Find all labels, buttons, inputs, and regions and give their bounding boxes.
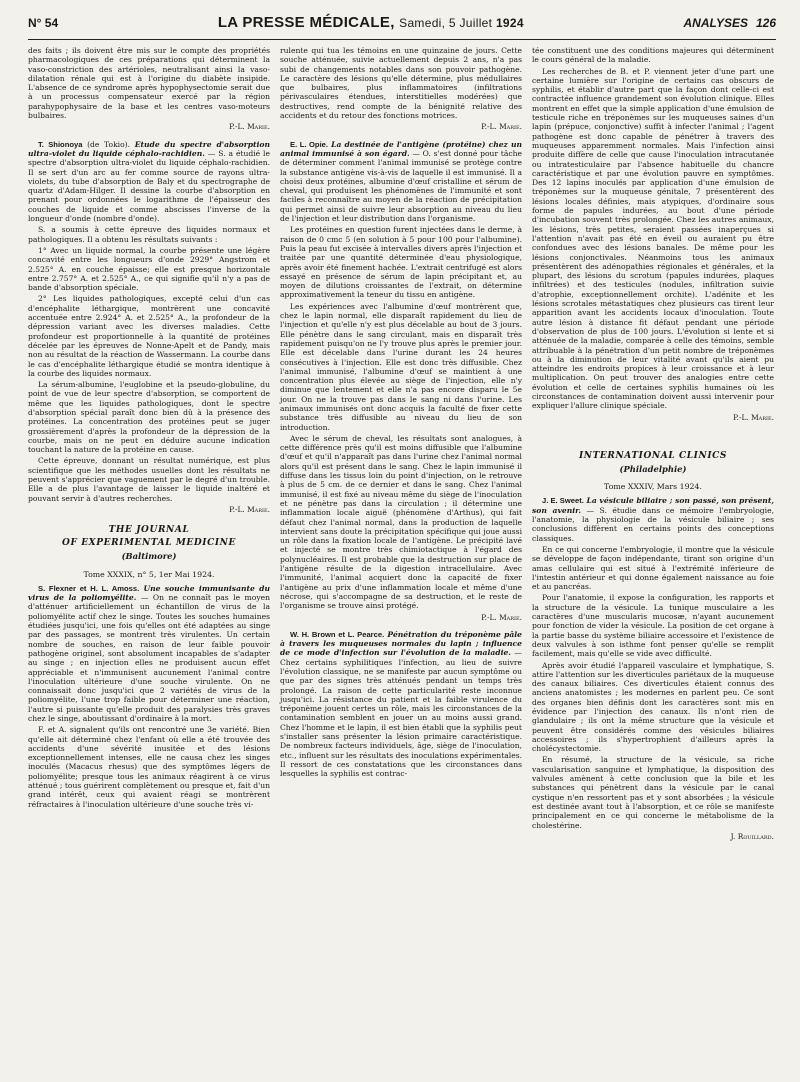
journal-heading: INTERNATIONAL CLINICS <box>578 450 727 461</box>
signature: J. Rouillard. <box>730 831 774 841</box>
journal-masthead <box>218 14 524 31</box>
journal-heading: THE JOURNAL OF EXPERIMENTAL MEDICINE <box>62 525 236 549</box>
signature: P.-L. Marie. <box>733 412 774 422</box>
paragraph: En résumé, la structure de la vésicule, sa riche vascularisation sanguine et lymphatique, la disposition des valvules amènent à cette conclusion que la bile et les substances qui pénètrent dans la vésicule par le canal cystique n'en ressortent pas et y sont absorbées ; la vésicule est destinée avant tout à l'absorption, et ce rôle se manifeste principalement en ce qui concerne le métabolisme de la cholestérine. <box>532 755 774 830</box>
paragraph: Pour l'anatomie, il expose la configuration, les rapports et la structure de la vésicule. La tunique musculaire a les caractères d'une muscularis mucosæ, n'ayant aucunement pour fonction de vider la vésicule. La position de cet organe à la partie basse du système biliaire accessoire et l'existence de deux valvules à son isthme font penser qu'elle se remplit facilement, mais qu'elle se vide avec difficulté. <box>532 593 774 659</box>
signature: P.-L. Marie. <box>481 612 522 622</box>
issue-date: Samedi, 5 Juillet 1924 <box>399 16 524 30</box>
paragraph: des faits ; ils doivent être mis sur le compte des propriétés pharmacologiques de ces préparations qui déterminent la vaso-constriction des artérioles, neutralisant ainsi la vaso-dilatation rénale qui est à l'origine du diabète insipide. L'absence de ce syndrome après hypophysectomie serait due à un processus compensateur exercé par la région parahypophysaire de la base et les centres vaso-moteurs bulbaires. <box>28 46 270 121</box>
paragraph: Après avoir étudié l'appareil vasculaire et lymphatique, S. attire l'attention sur les diverticules pariétaux de la muqueuse des canaux biliaires. Ces diverticules étaient connus des anciens anatomistes ; les modernes en parlent peu. Ce sont des organes bien définis dont les caractères sont mis en évidence par l'injection des canaux. Ils n'ont rien de glandulaire ; ils ont la même structure que la vésicule et peuvent être considérés comme des vésicules biliaires accessoires ; ils s'hypertrophient d'ailleurs après la cholécystectomie. <box>532 660 774 754</box>
abstract-flexner-amoss: S. Flexner et H. L. Amoss. Une souche immunisante du virus de la poliomyélite. — On ne connaît pas le moyen d'atténuer artificiellement un échantillon de virus de la poliomyélite actif chez le singe. Toutes les souches humaines étudiées jusqu'ici, une fois qu'elles ont été adaptées au singe par des passages, se montrent très virulentes. Un certain nombre de souches, en raison de leur faible pouvoir pathogène originel, sont absolument incapables de s'adapter au singe ; en injection elles ne produisent aucun effet appréciable et n'immunisent aucunement l'animal contre l'inoculation ultérieure d'une souche virulente. On ne connaissait donc jusqu'ici que 2 variétés de virus de la poliomyélite, l'une trop faible pour déterminer une réaction, l'autre si puissante qu'elle produit des paralysies très graves chez le singe, aboutissant d'ordinaire à la mort. <box>28 583 270 723</box>
signature: P.-L. Marie. <box>229 122 270 132</box>
text-columns <box>28 46 776 849</box>
column-1 <box>28 46 270 849</box>
abstract-shionoya: T. Shionoya (de Tokio). Etude du spectre d'absorption ultra-violet du liquide céphalo-rachidien. — S. a étudié le spectre d'absorption ultra-violet du liquide céphalo-rachidien. Il se sert d'un arc au fer comme source de rayons ultra-violets, du tube d'absorption de Baly et du spectrographe de quartz d'Adam-Hilger. Il dessine la courbe d'absorption en prenant pour ordonnées le logarithme de l'épaisseur des couches de liquide et comme abscisses l'inverse de la longueur d'onde (nombre d'onde). <box>28 139 270 224</box>
paragraph: En ce qui concerne l'embryologie, il montre que la vésicule se développe de façon indépendante, tirant son origine d'un amas cellulaire qui est situé à l'extrémité inférieure de l'intestin antérieur et qui donne également naissance au foie et au pancréas. <box>532 544 774 592</box>
paragraph: 1° Avec un liquide normal, la courbe présente une légère concavité entre les longueurs d'onde 2929° Angstrom et 2.525° A. en couche épaisse; elle est presque horizontale entre 2.757° A. et 2.525° A., ce qui signifie qu'il n'y a pas de bande d'absorption spéciale. <box>28 245 270 293</box>
abstract-opie: E. L. Opie. La destinée de l'antigène (protéine) chez un animal immunisé à son égard. — O. s'est donné pour tâche de déterminer comment l'animal immunisé se protège contre la substance antigène vis-à-vis de laquelle il est immunisé. Il a choisi deux protéines, albumine d'œuf cristalline et sérum de cheval, qui produisent les phénomènes de l'immunité et sont faciles à reconnaître au moyen de la réaction de précipitation qui permet ainsi de suivre leur absorption au niveau du lieu de l'injection et leur distribution dans l'organisme. <box>280 139 522 224</box>
journal-tome: Tome XXXIV, Mars 1924. <box>604 482 702 492</box>
column-3 <box>532 46 774 849</box>
paragraph: rulente qui tua les témoins en une quinzaine de jours. Cette souche atténuée, suivie actuellement depuis 2 ans, n'a pas subi de changements notables dans son pouvoir pathogène. Le caractère des lésions qu'elle détermine, plus médullaires que bulbaires, plus inflammatoires (infiltrations périvasculaires étendues, interstitielles modérées) que destructives, rend compte de la bénignité relative des accidents et du retour des fonctions motrices. <box>280 46 522 121</box>
journal-place: (Baltimore) <box>121 551 177 562</box>
paragraph: S. a soumis à cette épreuve des liquides normaux et pathologiques. Il a obtenu les résultats suivants : <box>28 225 270 244</box>
column-2 <box>280 46 522 849</box>
paragraph: Cette épreuve, donnant un résultat numérique, est plus scientifique que les méthodes usuelles dont les résultats ne peuvent s'apprécier que vaguement par le degré d'un trouble. Elle a de plus l'avantage de laisser le liquide inaltéré et pouvant servir à d'autres recherches. <box>28 456 270 503</box>
paragraph: Avec le sérum de cheval, les résultats sont analogues, à cette différence près qu'il est moins diffusible que l'albumine d'œuf et qu'il n'apparaît pas dans l'urine chez l'animal normal alors qu'il est présent dans le sang. Chez le lapin immunisé il diffuse dans les tissus loin du point d'injection, on le retrouve à plus de 5 cm. de ce dernier et dans le sang. Chez l'animal immunisé, il est fixé au niveau même du siège de l'inoculation et ne pénètre pas dans la circulation ; il détermine une inflammation locale aiguë (phénomène d'Arthus), qui fait défaut chez l'animal normal, dans la production de laquelle intervient sans doute la précipitation spécifique qui joue aussi un rôle dans la fixation locale de l'antigène. Le précipité lavé et injecté se montre très chimiotactique à l'égard des polynucléaires. Il est probable que la destruction sur place de l'antigène résulte de la digestion intracellulaire. Avec l'immunité, l'animal acquiert donc la capacité de fixer l'antigène au prix d'une inflammation locale et même d'une nécrose, qui s'accompagne de sa destruction, et le reste de l'organisme se trouve ainsi protégé. <box>280 433 522 611</box>
journal-place: (Philadelphie) <box>619 463 687 474</box>
abstract-sweet: J. E. Sweet. La vésicule biliaire ; son passé, son présent, son avenir. — S. étudie dans ce mémoire l'embryologie, l'anatomie, la physiologie de la vésicule biliaire ; ses conclusions diffèrent en certains points des conceptions classiques. <box>532 496 775 543</box>
journal-name: LA PRESSE MÉDICALE, <box>217 14 395 31</box>
paragraph: La sérum-albumine, l'euglobine et la pseudo-globuline, du point de vue de leur spectre d'absorption, se comportent de même que les liquides pathologiques, dont le spectre d'absorption spécial paraît donc bien dû à la présence des protéines. La concentration des protéines peut se juger grossièrement d'après la profondeur de la dépression de la courbe, mais on ne peut en déduire aucune indication touchant la nature de la protéine en cause. <box>28 380 270 455</box>
issue-number: N° 54 <box>28 16 59 30</box>
abstract-brown-pearce: W. H. Brown et L. Pearce. Pénétration du tréponème pâle à travers les muqueuses normales du lapin ; influence de ce mode d'infection sur l'évolution de la maladie. — Chez certains syphilitiques l'infection, au lieu de suivre l'évolution classique, ne se manifeste par aucun symptôme ou que par des signes très atténués pendant un temps très prolongé. La raison de cette particularité reste inconnue jusqu'ici. La résistance du patient et la faible virulence du tréponème jouent certes un rôle, mais les circonstances de la contamination semblent en jouer un au moins aussi grand. Chez l'homme et le lapin, il est bien établi que la syphilis peut s'installer sans présenter la lésion primaire caractéristique. De nombreux facteurs individuels, âge, siège de l'inoculation, etc., influent sur les résultats des inoculations expérimentales. Il ressort de ces constatations que les circonstances dans lesquelles la syphilis est contrac- <box>280 629 523 779</box>
paragraph: Les expériences avec l'albumine d'œuf montrèrent que, chez le lapin normal, elle disparaît rapidement du lieu de l'injection et qu'elle n'y est plus décelable au bout de 3 jours. Elle pénètre dans le sang circulant, mais en disparaît très rapidement puisqu'on ne l'y trouve plus après le premier jour. Elle est décelable dans l'urine durant les 24 heures consécutives à l'injection. Elle est donc très diffusible. Chez l'animal immunisé, l'albumine d'œuf se maintient à une concentration plus élevée au siège de l'injection, elle n'y diminue que lentement et elle n'a pas encore disparu le 5e jour. On ne la trouve pas dans le sang ni dans l'urine. Les animaux immunisés ont donc acquis la faculté de fixer cette substance très diffusible au niveau du lieu de son introduction. <box>280 301 522 432</box>
journal-tome: Tome XXXIX, n° 5, 1er Mai 1924. <box>83 569 215 579</box>
paragraph: 2° Les liquides pathologiques, excepté celui d'un cas d'encéphalite léthargique, montrèrent une concavité accentuée entre 2.924° A. et 2.525° A., la profondeur de la dépression variant avec les diverses maladies. Cette profondeur est proportionnelle à la quantité de protéines décelée par les épreuves de Nonne-Apelt et de Pandy, mais non au résultat de la réaction de Wassermann. La courbe dans le cas d'encéphalite léthargique étudié se montra identique à la courbe des liquides normaux. <box>28 294 270 378</box>
paragraph: F. et A. signalent qu'ils ont rencontré une 3e variété. Bien qu'elle ait déterminé chez l'enfant où elle a été trouvée des accidents d'une sévérité inusitée et des lésions exceptionnellement intenses, elle ne causa chez les singes inoculés (Macacus rhesus) que des symptômes légers de poliomyélite; presque tous les animaux réagirent à ce virus atténué ; tous guérirent complètement ou presque et, fait d'un grand intérêt, ceux qui avaient réagi se montrèrent réfractaires à l'inoculation ultérieure d'une souche très vi- <box>28 725 270 809</box>
signature: P.-L. Marie. <box>481 122 522 132</box>
paragraph: Les protéines en question furent injectées dans le derme, à raison de 0 cmc 5 (en solution à 5 pour 100 pour l'albumine). Puis la peau fut excisée à intervalles divers après l'injection et traitée par une quantité déterminée d'eau physiologique, après avoir été finement hachée. L'extrait centrifugé est alors essayé en présence de sérum de lapin précipitant et, au moyen de dilutions croissantes de l'extrait, on détermine approximativement la teneur du tissu en antigène. <box>280 225 522 300</box>
paragraph: tée constituent une des conditions majeures qui déterminent le cours général de la maladie. <box>532 46 774 65</box>
section-heading: ANALYSES 126 <box>683 16 776 30</box>
page-number: 126 <box>755 16 776 30</box>
page-header <box>28 14 776 40</box>
signature: P.-L. Marie. <box>229 504 270 514</box>
paragraph: Les recherches de B. et P. viennent jeter d'une part une certaine lumière sur l'origine de certains cas obscurs de syphilis, et établir d'autre part que la façon dont celle-ci est contractée influence grandement son évolution clinique. Elles montrent en effet que la simple application d'une émulsion de testicule riche en tréponèmes sur les muqueuses saines d'un lapin (prépuce, conjonctive) suffit à infecter l'animal ; l'agent pathogène est donc capable de pénétrer à travers des muqueuses apparemment normales. Mais l'infection ainsi produite diffère de celle que cause l'inoculation intracutanée ou intratesticulaire par l'absence habituelle du chancre caractéristique et par une évolution pauvre en symptômes. Des 12 lapins inoculés par application d'une émulsion de tréponèmes sur la muqueuse génitale, 7 présentèrent des lésions locales définies, mais atypiques, d'ordinaire sous forme de papules indurées, au bout d'une période d'incubation souvent très prolongée. Chez les autres animaux, les lésions, très petites, seraient passées inaperçues si l'attention n'avait pas été en éveil ou auraient pu être confondues avec des lésions banales. De même pour les lésions conjonctivales. Néanmoins tous les animaux présentèrent des adénopathies régionales et générales, et la plupart, des lésions du scrotum (papules indurées, plaques infiltrées) et des testicules (nodules, infiltration suivie d'atrophie, exceptionnellement orchite). L'adénite et les lésions scrotales métastatiques chez plusieurs cas tirent leur apparition avant les accidents locaux d'inoculation. Toute autre lésion à distance fit défaut pendant une période d'observation de plus de 100 jours. L'évolution si lente et si atténuée de la maladie, comparée à celle des témoins, semble attribuable à la pénétration d'un petit nombre de tréponèmes ou à la diminution de leur vitalité avant qu'ils aient pu atteindre les endroits propices à leur croissance et à leur multiplication. On peut trouver des analogies entre cette évolution et celle de certaines syphilis humaines où les circonstances de contamination doivent aussi intervenir pour expliquer l'allure clinique spéciale. <box>532 66 774 411</box>
